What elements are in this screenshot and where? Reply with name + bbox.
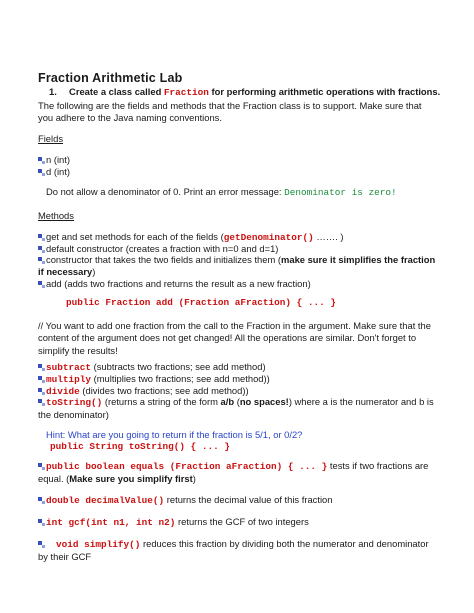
step-text-post: for performing arithmetic operations with fractions.	[208, 86, 441, 97]
add-text: add (adds two fractions and returns the result as a new fraction)	[46, 278, 311, 289]
hint-text: Hint: What are you going to return if the fraction is 5/1, or 0/2?	[46, 429, 303, 440]
ctor-bold: make sure it simplifies the fraction if necessary	[38, 254, 436, 278]
equals-code: public boolean equals (Fraction aFraction) { ... }	[46, 461, 328, 472]
subtract-desc: (subtracts two fractions; see add method)	[91, 361, 266, 372]
intro-paragraph: The following are the fields and methods that the Fraction class is to support. Make sure that you adhere to the Java naming conventions.	[38, 100, 422, 124]
list-bullet-icon	[38, 157, 45, 164]
list-bullet-icon	[38, 399, 45, 406]
field-n: n (int)	[46, 154, 70, 165]
field-item	[38, 166, 70, 177]
field-item	[38, 154, 70, 165]
op-item-multiply	[38, 373, 270, 385]
op-item-subtract	[38, 361, 266, 373]
simplify-code: void simplify()	[56, 539, 141, 550]
comment-paragraph: // You want to add one fraction from the call to the Fraction in the argument. Make sure that the content of the argument does not get changed! All the operations are similar. Don't forget to simplify the results!	[38, 320, 431, 356]
divide-code: divide	[46, 386, 80, 397]
simplify-item	[38, 538, 438, 564]
denominator-note	[46, 186, 397, 198]
list-bullet-icon	[38, 234, 45, 241]
list-bullet-icon	[38, 364, 45, 371]
add-signature: public Fraction add (Fraction aFraction) { ... }	[66, 297, 337, 308]
simplify-desc: reduces this fraction by dividing both the numerator and denominator by their GCF	[38, 538, 429, 563]
hint-code: public String toString() { ... }	[50, 441, 231, 452]
list-bullet-icon	[38, 376, 45, 383]
tostring-post: ) where a is the numerator and b is the denominator)	[38, 396, 434, 421]
getset-dots: …….	[313, 231, 341, 242]
tostring-code: toString()	[46, 397, 103, 408]
method-item-getset	[38, 231, 343, 243]
step-number: 1.	[49, 86, 57, 97]
list-bullet-icon	[38, 388, 45, 395]
getset-code: getDenominator()	[223, 232, 314, 243]
fields-heading: Fields	[38, 133, 64, 144]
getset-close: )	[340, 231, 344, 242]
page-title: Fraction Arithmetic Lab	[38, 71, 183, 85]
gcf-desc: returns the GCF of two integers	[175, 516, 309, 527]
decimal-code: double decimalValue()	[46, 495, 165, 506]
equals-desc: tests if two fractions are equal. (	[38, 460, 429, 485]
list-bullet-icon	[38, 281, 45, 288]
decimal-item	[38, 494, 332, 506]
list-bullet-icon	[38, 541, 45, 548]
tostring-bold: no spaces!	[239, 396, 289, 407]
ctor-text: constructor that takes the two fields and initializes them (	[46, 254, 282, 265]
method-item-default-ctor	[38, 243, 278, 254]
gcf-item	[38, 516, 309, 528]
list-bullet-icon	[38, 257, 45, 264]
note-text: Do not allow a denominator of 0. Print an error message:	[46, 186, 285, 197]
decimal-desc: returns the decimal value of this fraction	[164, 494, 333, 505]
tostring-pre: (returns a string of the form	[102, 396, 221, 407]
multiply-desc: (multiplies two fractions; see add method))	[91, 373, 270, 384]
ctor-close: )	[92, 266, 96, 278]
op-item-tostring	[38, 396, 438, 422]
equals-bold: Make sure you simplify first	[69, 473, 193, 485]
multiply-code: multiply	[46, 374, 92, 385]
field-d: d (int)	[46, 166, 70, 177]
step-text-pre: Create a class called	[69, 86, 164, 97]
methods-heading: Methods	[38, 210, 74, 221]
default-ctor-text: default constructor (creates a fraction with n=0 and d=1)	[46, 243, 279, 254]
step-1	[49, 86, 440, 98]
divide-desc: (divides two fractions; see add method))	[79, 385, 249, 396]
list-bullet-icon	[38, 497, 45, 504]
step-classname: Fraction	[163, 87, 209, 98]
method-item-ctor	[38, 254, 438, 279]
equals-close: )	[192, 473, 196, 485]
tostring-mid: (	[234, 396, 240, 407]
subtract-code: subtract	[46, 362, 92, 373]
getset-text: get and set methods for each of the fields (	[46, 231, 224, 242]
error-message: Denominator is zero!	[284, 187, 397, 198]
gcf-code: int gcf(int n1, int n2)	[46, 517, 176, 528]
method-item-add	[38, 278, 311, 289]
list-bullet-icon	[38, 246, 45, 253]
list-bullet-icon	[38, 519, 45, 526]
list-bullet-icon	[38, 463, 45, 470]
equals-item	[38, 460, 438, 486]
tostring-form: a/b	[220, 396, 235, 407]
list-bullet-icon	[38, 169, 45, 176]
